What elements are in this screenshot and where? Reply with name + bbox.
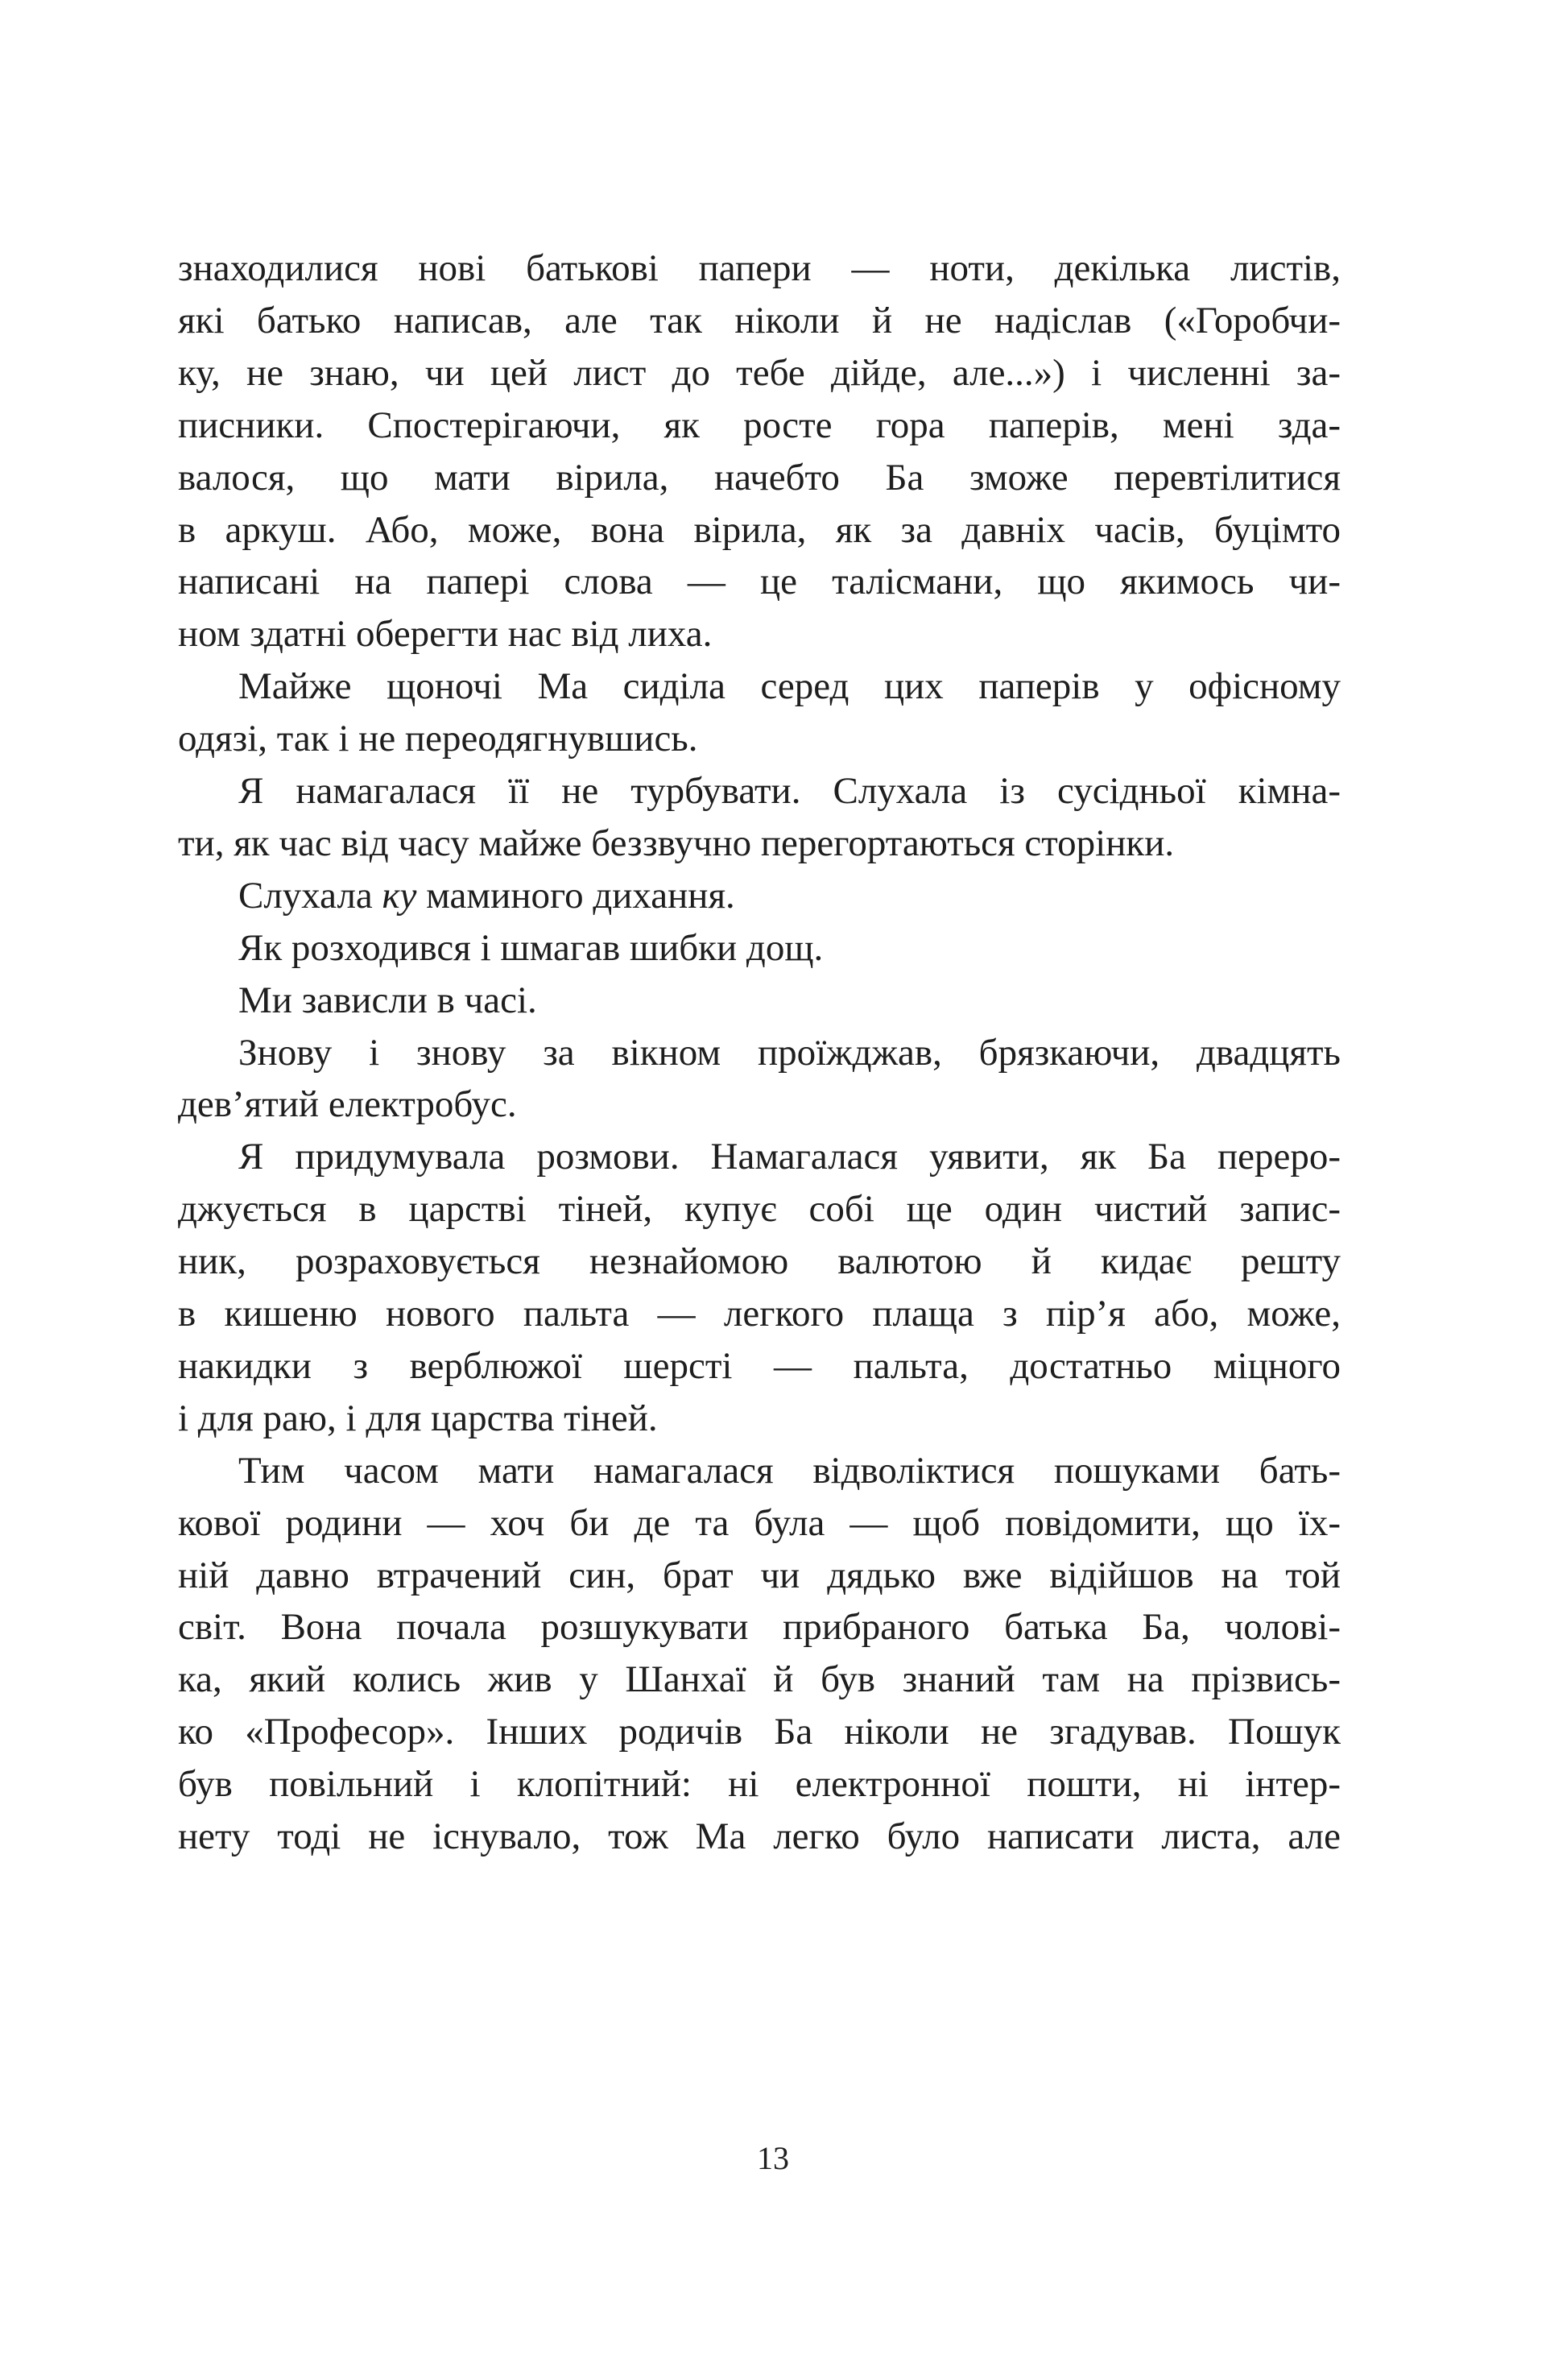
text-line: в аркуш. Або, може, вона вірила, як за давніх часів, буцімто bbox=[178, 508, 1341, 551]
text-line: Я намагалася її не турбувати. Слухала із сусідньої кімна- bbox=[238, 770, 1341, 812]
text-line: написані на папері слова — це талісмани, що якимось чи- bbox=[178, 561, 1341, 603]
text-line: кової родини — хоч би де та була — щоб повідомити, що їх- bbox=[178, 1501, 1341, 1544]
text-line: дев’ятий електробус. bbox=[178, 1083, 517, 1126]
text-line: нету тоді не існувало, тож Ма легко було написати листа, але bbox=[178, 1815, 1341, 1857]
text-line: ти, як час від часу майже беззвучно перегортаються сторінки. bbox=[178, 822, 1175, 864]
text-line: знаходилися нові батькові папери — ноти, декілька листів, bbox=[178, 247, 1341, 289]
text-line: і для раю, і для царства тіней. bbox=[178, 1397, 658, 1439]
text-line: Я придумувала розмови. Намагалася уявити, як Ба переро- bbox=[238, 1136, 1341, 1178]
text-line: світ. Вона почала розшукувати прибраного батька Ба, чолові- bbox=[178, 1606, 1341, 1649]
text-line: ник, розраховується незнайомою валютою й кидає решту bbox=[178, 1240, 1341, 1283]
text-line: накидки з верблюжої шерсті — пальта, достатньо міцного bbox=[178, 1344, 1341, 1387]
text-line: ку, не знаю, чи цей лист до тебе дійде, але...») і численні за- bbox=[178, 351, 1341, 394]
text-line: ном здатні оберегти нас від лиха. bbox=[178, 613, 713, 656]
text-segment: маминого дихання. bbox=[416, 874, 735, 917]
text-line bbox=[238, 870, 1341, 922]
text-line: джується в царстві тіней, купує собі ще один чистий запис- bbox=[178, 1188, 1341, 1231]
text-line: писники. Спостерігаючи, як росте гора паперів, мені зда- bbox=[178, 404, 1341, 446]
text-line: був повільний і клопітний: ні електронної пошти, ні інтер- bbox=[178, 1763, 1341, 1806]
text-segment: Слухала bbox=[238, 874, 382, 917]
text-line: ка, який колись жив у Шанхаї й був знаний там на прізвись- bbox=[178, 1658, 1341, 1701]
text-line: Ми зависли в часі. bbox=[238, 979, 537, 1021]
text-line: Тим часом мати намагалася відволіктися пошуками бать- bbox=[238, 1449, 1341, 1492]
text-line: Як розходився і шмагав шибки дощ. bbox=[238, 926, 824, 969]
text-line: валося, що мати вірила, начебто Ба зможе перевтілитися bbox=[178, 456, 1341, 499]
text-line: Знову і знову за вікном проїжджав, брязкаючи, двадцять bbox=[238, 1031, 1341, 1074]
text-line: ко «Професор». Інших родичів Ба ніколи не згадував. Пошук bbox=[178, 1711, 1341, 1753]
text-line: в кишеню нового пальта — легкого плаща з пір’я або, може, bbox=[178, 1293, 1341, 1335]
text-line: які батько написав, але так ніколи й не надіслав («Горобчи- bbox=[178, 299, 1341, 341]
text-line: Майже щоночі Ма сиділа серед цих паперів у офісному bbox=[238, 665, 1341, 708]
page-number: 13 bbox=[757, 2140, 789, 2176]
italic-text: ку bbox=[382, 874, 417, 917]
text-line: ній давно втрачений син, брат чи дядько вже відійшов на той bbox=[178, 1554, 1341, 1596]
text-line: одязі, так і не переодягнувшись. bbox=[178, 718, 698, 760]
